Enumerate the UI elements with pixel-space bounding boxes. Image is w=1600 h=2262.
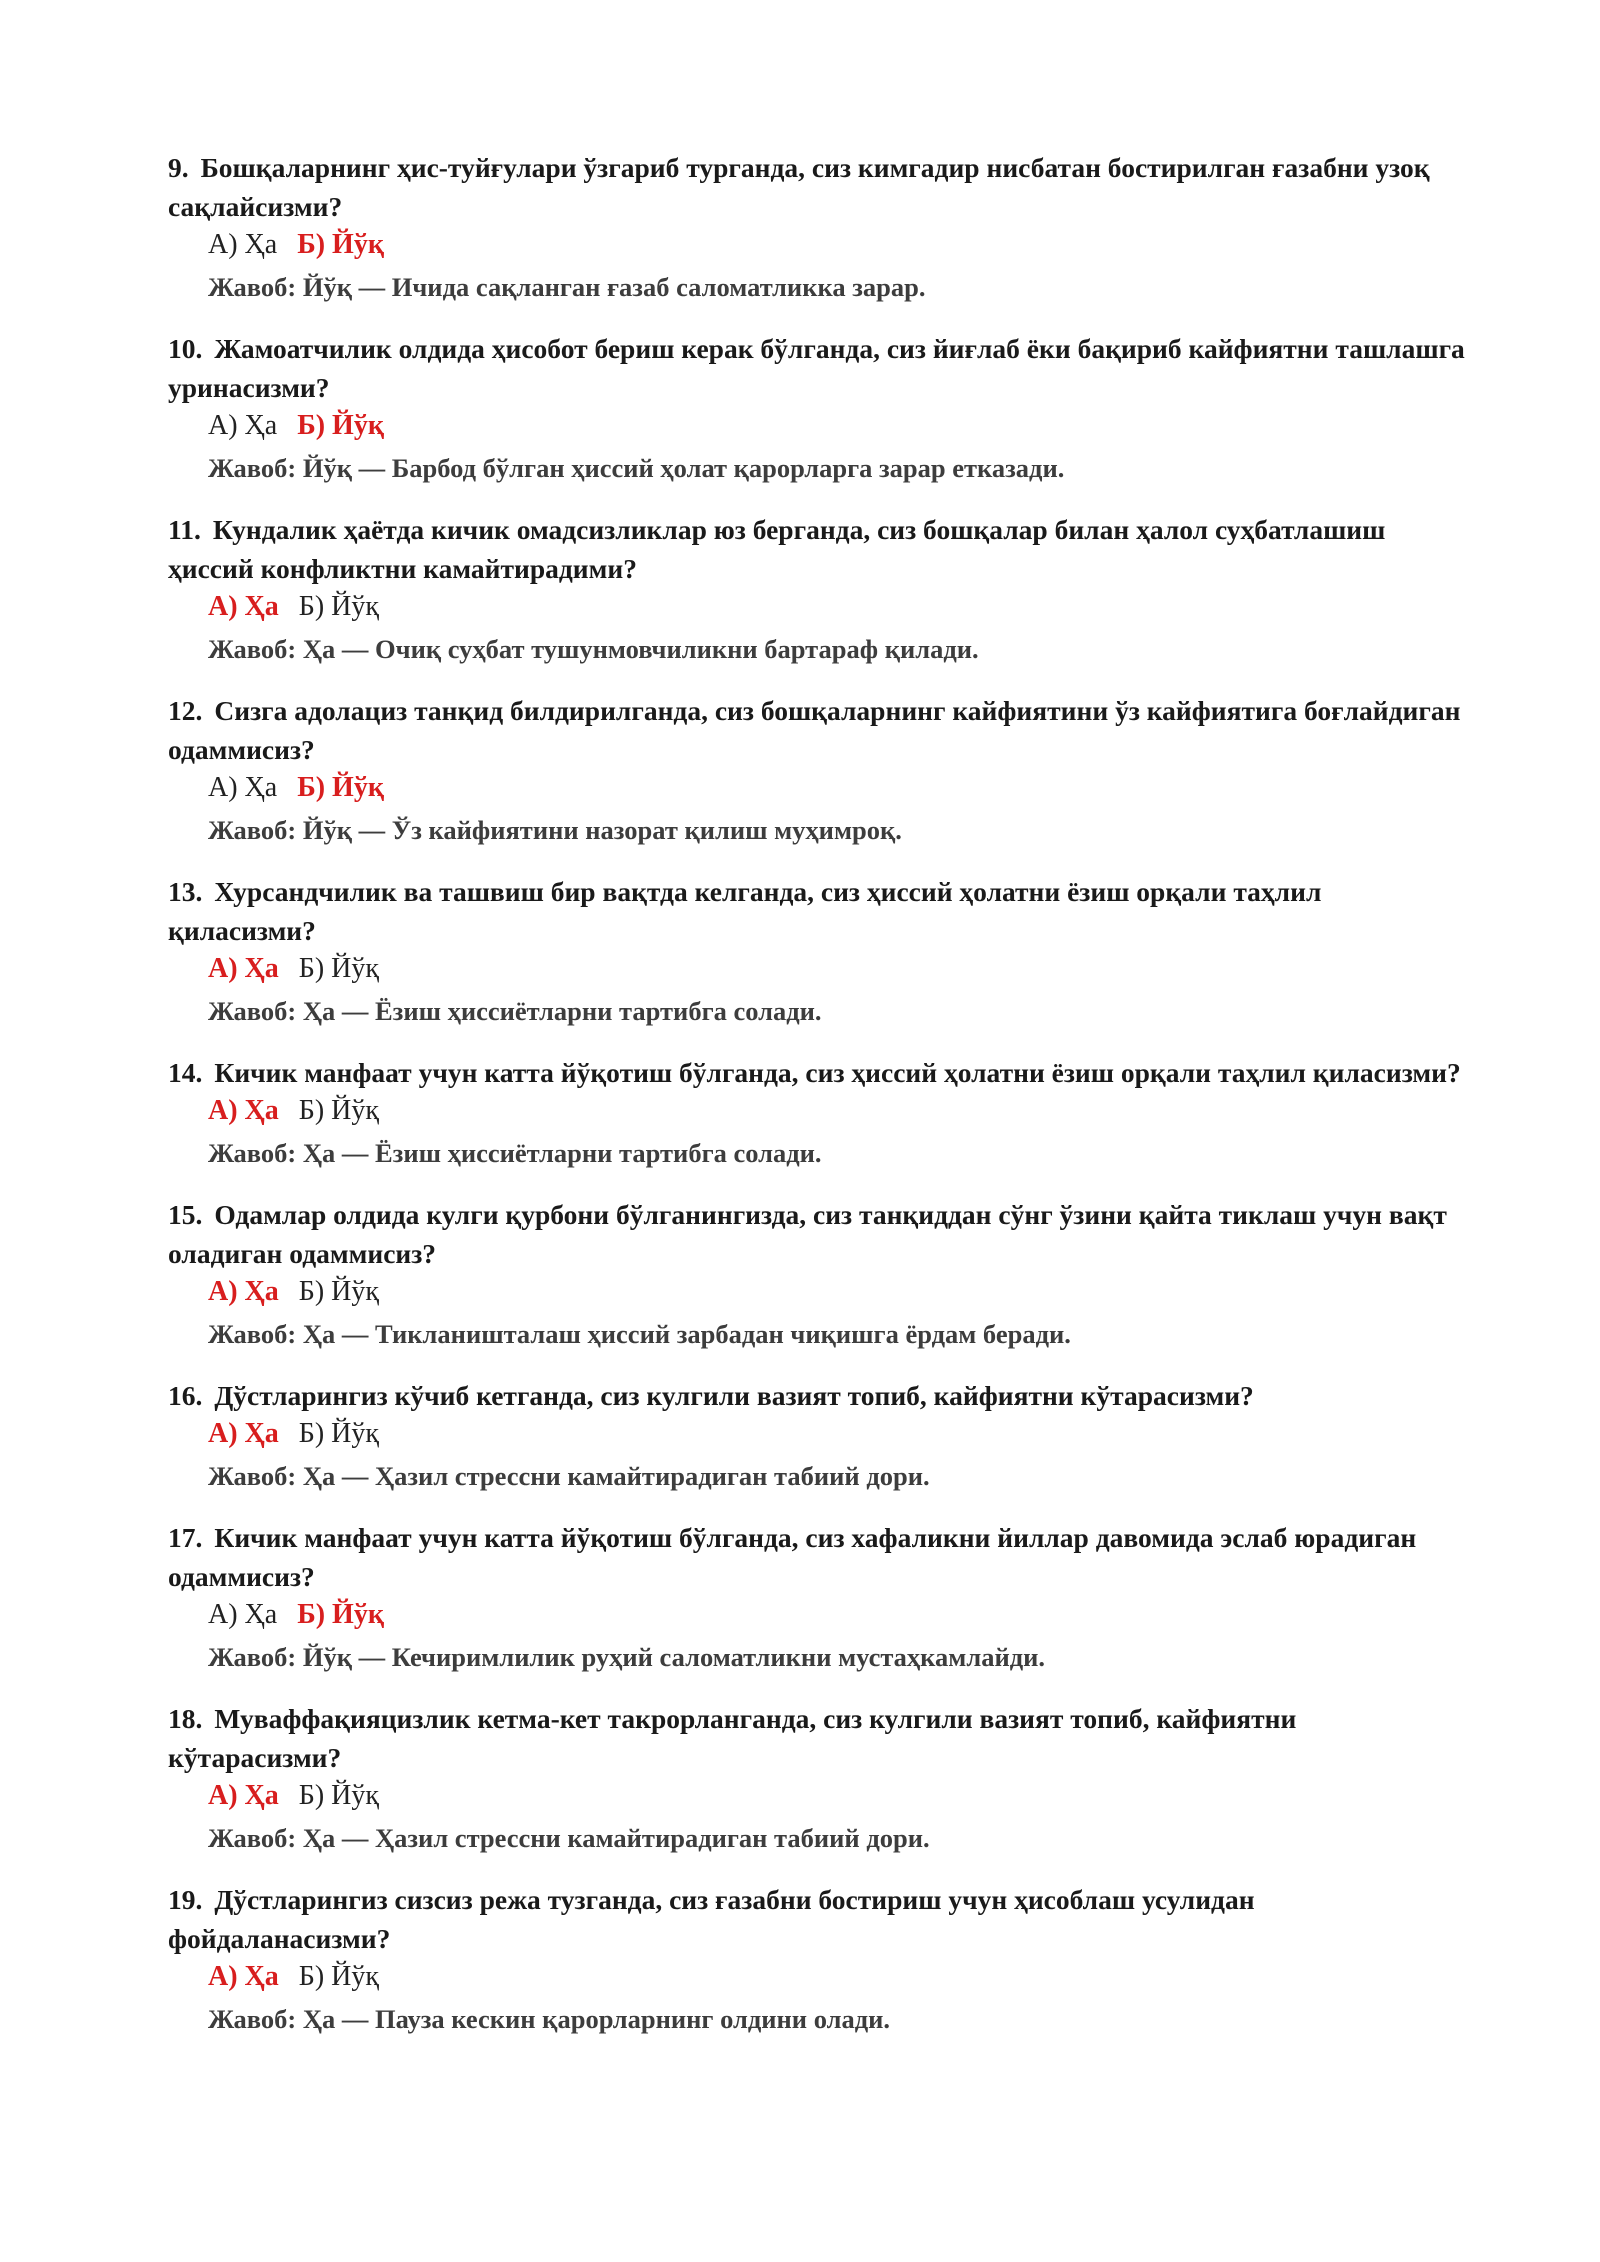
answer-options bbox=[208, 1958, 1468, 1996]
answer-explanation: Жавоб: Ҳа — Ёзиш ҳиссиётларни тартибга солади. bbox=[208, 996, 822, 1026]
correct-option: А) Ҳа bbox=[208, 591, 279, 622]
answer-options bbox=[208, 950, 1468, 988]
question-body: Дўстларингиз сизсиз режа тузганда, сиз ғазабни бостириш учун ҳисоблаш усулидан фойдаланасизми? bbox=[168, 1884, 1255, 1954]
question-body: Одамлар олдида кулги қурбони бўлганингизда, сиз танқиддан сўнг ўзини қайта тиклаш учун вақт оладиган одаммисиз? bbox=[168, 1199, 1447, 1269]
question-text bbox=[168, 1376, 1468, 1415]
correct-option: А) Ҳа bbox=[208, 1961, 279, 1992]
question-text bbox=[168, 1518, 1468, 1596]
question-block bbox=[168, 1518, 1468, 1676]
question-block bbox=[168, 1053, 1468, 1172]
question-text bbox=[168, 1880, 1468, 1958]
correct-option: А) Ҳа bbox=[208, 1418, 279, 1449]
question-number: 14. bbox=[168, 1057, 203, 1088]
answer-options bbox=[208, 226, 1468, 264]
correct-option: А) Ҳа bbox=[208, 953, 279, 984]
answer-explanation: Жавоб: Йўқ — Кечиримлилик руҳий саломатликни мустаҳкамлайди. bbox=[208, 1642, 1046, 1672]
question-text bbox=[168, 1699, 1468, 1777]
correct-option: А) Ҳа bbox=[208, 1276, 279, 1307]
question-block bbox=[168, 872, 1468, 1030]
answer-explanation: Жавоб: Йўқ — Барбод бўлган ҳиссий ҳолат қарорларга зарар етказади. bbox=[208, 453, 1065, 483]
correct-option: А) Ҳа bbox=[208, 1095, 279, 1126]
correct-option: Б) Йўқ bbox=[297, 410, 384, 441]
question-block bbox=[168, 510, 1468, 668]
answer-explanation: Жавоб: Ҳа — Ҳазил стрессни камайтирадиган табиий дори. bbox=[208, 1461, 930, 1491]
question-number: 9. bbox=[168, 152, 189, 183]
answer-options bbox=[208, 1092, 1468, 1130]
answer-options bbox=[208, 1596, 1468, 1634]
question-text bbox=[168, 691, 1468, 769]
question-text bbox=[168, 1053, 1468, 1092]
option: А) Ҳа bbox=[208, 1599, 278, 1630]
question-text bbox=[168, 510, 1468, 588]
question-text bbox=[168, 872, 1468, 950]
question-body: Сизга адолациз танқид билдирилганда, сиз бошқаларнинг кайфиятини ўз кайфиятига боғлайдиган одаммисиз? bbox=[168, 695, 1461, 765]
question-body: Кундалик ҳаётда кичик омадсизликлар юз берганда, сиз бошқалар билан ҳалол суҳбатлашиш ҳиссий конфликтни камайтирадими? bbox=[168, 514, 1386, 584]
question-number: 15. bbox=[168, 1199, 203, 1230]
answer-explanation: Жавоб: Ҳа — Ёзиш ҳиссиётларни тартибга солади. bbox=[208, 1138, 822, 1168]
answer-options bbox=[208, 407, 1468, 445]
option: Б) Йўқ bbox=[298, 1780, 379, 1811]
option: А) Ҳа bbox=[208, 772, 278, 803]
option: Б) Йўқ bbox=[298, 953, 379, 984]
answer-options bbox=[208, 588, 1468, 626]
option: А) Ҳа bbox=[208, 229, 278, 260]
question-number: 13. bbox=[168, 876, 203, 907]
answer-options bbox=[208, 1415, 1468, 1453]
question-text bbox=[168, 1195, 1468, 1273]
question-body: Кичик манфаат учун катта йўқотиш бўлганда, сиз хафаликни йиллар давомида эслаб юрадиган одаммисиз? bbox=[168, 1522, 1417, 1592]
question-number: 16. bbox=[168, 1380, 203, 1411]
question-text bbox=[168, 329, 1468, 407]
question-block bbox=[168, 1195, 1468, 1353]
question-number: 10. bbox=[168, 333, 203, 364]
correct-option: А) Ҳа bbox=[208, 1780, 279, 1811]
question-number: 11. bbox=[168, 514, 201, 545]
answer-explanation: Жавоб: Йўқ — Ўз кайфиятини назорат қилиш муҳимроқ. bbox=[208, 815, 902, 845]
correct-option: Б) Йўқ bbox=[297, 772, 384, 803]
quiz-list bbox=[168, 148, 1468, 2061]
question-number: 18. bbox=[168, 1703, 203, 1734]
option: Б) Йўқ bbox=[298, 1276, 379, 1307]
question-body: Дўстларингиз кўчиб кетганда, сиз кулгили вазият топиб, кайфиятни кўтарасизми? bbox=[214, 1380, 1254, 1411]
question-number: 19. bbox=[168, 1884, 203, 1915]
correct-option: Б) Йўқ bbox=[297, 1599, 384, 1630]
option: Б) Йўқ bbox=[298, 1961, 379, 1992]
correct-option: Б) Йўқ bbox=[297, 229, 384, 260]
option: Б) Йўқ bbox=[298, 1418, 379, 1449]
question-block bbox=[168, 1880, 1468, 2038]
question-body: Бошқаларнинг ҳис-туйғулари ўзгариб турганда, сиз кимгадир нисбатан бостирилган ғазабни узоқ сақлайсизми? bbox=[168, 152, 1430, 222]
question-text bbox=[168, 148, 1468, 226]
option: Б) Йўқ bbox=[298, 591, 379, 622]
answer-options bbox=[208, 1777, 1468, 1815]
answer-explanation: Жавоб: Ҳа — Очиқ суҳбат тушунмовчиликни бартараф қилади. bbox=[208, 634, 979, 664]
question-block bbox=[168, 691, 1468, 849]
question-block bbox=[168, 329, 1468, 487]
question-block bbox=[168, 148, 1468, 306]
question-body: Муваффақияцизлик кетма-кет такрорланганда, сиз кулгили вазият топиб, кайфиятни кўтарасизми? bbox=[168, 1703, 1297, 1773]
question-body: Жамоатчилик олдида ҳисобот бериш керак бўлганда, сиз йиғлаб ёки бақириб кайфиятни ташлашга уринасизми? bbox=[168, 333, 1465, 403]
answer-explanation: Жавоб: Ҳа — Ҳазил стрессни камайтирадиган табиий дори. bbox=[208, 1823, 930, 1853]
option: Б) Йўқ bbox=[298, 1095, 379, 1126]
question-number: 12. bbox=[168, 695, 203, 726]
question-block bbox=[168, 1376, 1468, 1495]
question-block bbox=[168, 1699, 1468, 1857]
question-body: Хурсандчилик ва ташвиш бир вақтда келганда, сиз ҳиссий ҳолатни ёзиш орқали таҳлил қиласизми? bbox=[168, 876, 1322, 946]
answer-explanation: Жавоб: Ҳа — Пауза кескин қарорларнинг олдини олади. bbox=[208, 2004, 891, 2034]
question-number: 17. bbox=[168, 1522, 203, 1553]
answer-explanation: Жавоб: Йўқ — Ичида сақланган ғазаб саломатликка зарар. bbox=[208, 272, 926, 302]
option: А) Ҳа bbox=[208, 410, 278, 441]
answer-options bbox=[208, 1273, 1468, 1311]
answer-explanation: Жавоб: Ҳа — Тикланишталаш ҳиссий зарбадан чиқишга ёрдам беради. bbox=[208, 1319, 1071, 1349]
question-body: Кичик манфаат учун катта йўқотиш бўлганда, сиз ҳиссий ҳолатни ёзиш орқали таҳлил қиласизми? bbox=[214, 1057, 1461, 1088]
answer-options bbox=[208, 769, 1468, 807]
